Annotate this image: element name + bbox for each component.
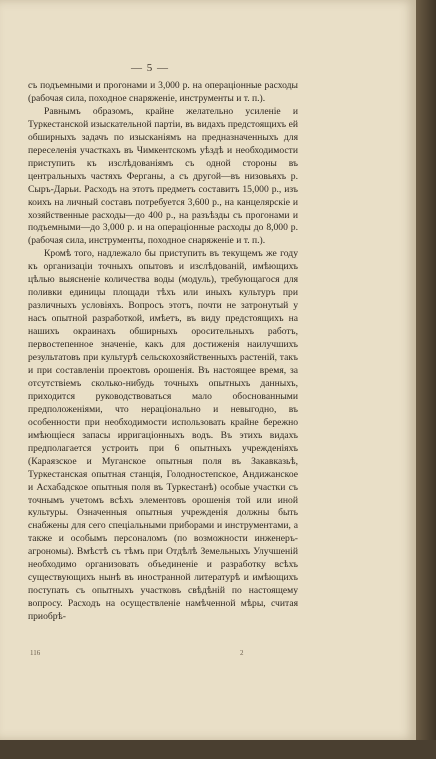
signature-mark-left: 116 <box>30 649 41 657</box>
scan-background <box>0 740 436 759</box>
page-number: — 5 — <box>131 62 169 74</box>
body-text <box>28 80 298 624</box>
signature-mark-right: 2 <box>240 649 244 657</box>
paragraph-2: Равнымъ образомъ, крайне желательно усиленіе и Туркестанской изыскательной партіи, въ видахъ предстоящихъ ей обширныхъ задачъ по изысканіямъ на предназначенныхъ для переселенія участкахъ въ Чимкентскомъ уѣздѣ и необходимости приступить къ изслѣдованіямъ съ одной стороны въ центральныхъ частяхъ Ферганы, а съ другой—въ низовьяхъ р. Сыръ-Дарьи. Расходъ на этотъ предметъ составитъ 15,000 р., изъ коихъ на личный составъ потребуется 3,600 р., на канцелярскіе и хозяйственные расходы—до 400 р., на разъѣзды съ прогонами и подъемными—до 3,000 р. и на операціонные расходы до 8,000 р. (рабочая сила, инструменты, походное снаряженіе и т. п.). <box>28 105 298 247</box>
paragraph-3: Кромѣ того, надлежало бы приступить въ текущемъ же году къ организаціи точныхъ опытовъ и изслѣдованій, имѣющихъ цѣлью выясненіе количества воды (модуль), требующагося для поливки единицы площади тѣхъ или иныхъ культуръ при различныхъ условіяхъ. Вопросъ этотъ, почти не затронутый у насъ опытной разработкой, имѣетъ, въ виду предстоящихъ на нашихъ окраинахъ обширныхъ оросительныхъ работъ, первостепенное значеніе, какъ для достиженія наилучшихъ результатовъ при культурѣ сельскохозяйственныхъ растеній, такъ и при составленіи проектовъ орошенія. Въ настоящее время, за отсутствіемъ сколько-нибудь точныхъ опытныхъ данныхъ, приходится руководствоваться мало обоснованными предположеніями, что нераціонально и невыгодно, въ особенности при необходимости использовать крайне бережно имѣющіеся запасы ирригаціонныхъ водъ. Въ этихъ видахъ предполагается устроить при 6 опытныхъ учрежденіяхъ (Караязское и Муганское опытныя поля въ Закавказьѣ, Туркестанская опытная станція, Голодностепское, Андижанское и Асхабадское опытныя поля въ Туркестанѣ) особые участки съ точнымъ учетомъ всѣхъ элементовъ орошенія той или иной культуры. Означенныя опытныя учрежденія должны быть снабжены для сего спеціальными приборами и инструментами, а также и особымъ персоналомъ (по возможности инженеръ-агрономы). Вмѣстѣ съ тѣмъ при Отдѣлѣ Земельныхъ Улучшеній необходимо организовать объединеніе и разработку всѣхъ существующихъ нынѣ въ иностранной литературѣ и имѣющихъ поступать съ опытныхъ участковъ свѣдѣній по настоящему вопросу. Расходъ на осуществленіе намѣченной мѣры, считая приобрѣ- <box>28 248 298 623</box>
book-edge <box>416 0 436 759</box>
paragraph-1: съ подъемными и прогонами и 3,000 р. на операціонные расходы (рабочая сила, походное снаряженіе, инструменты и т. п.). <box>28 80 298 104</box>
